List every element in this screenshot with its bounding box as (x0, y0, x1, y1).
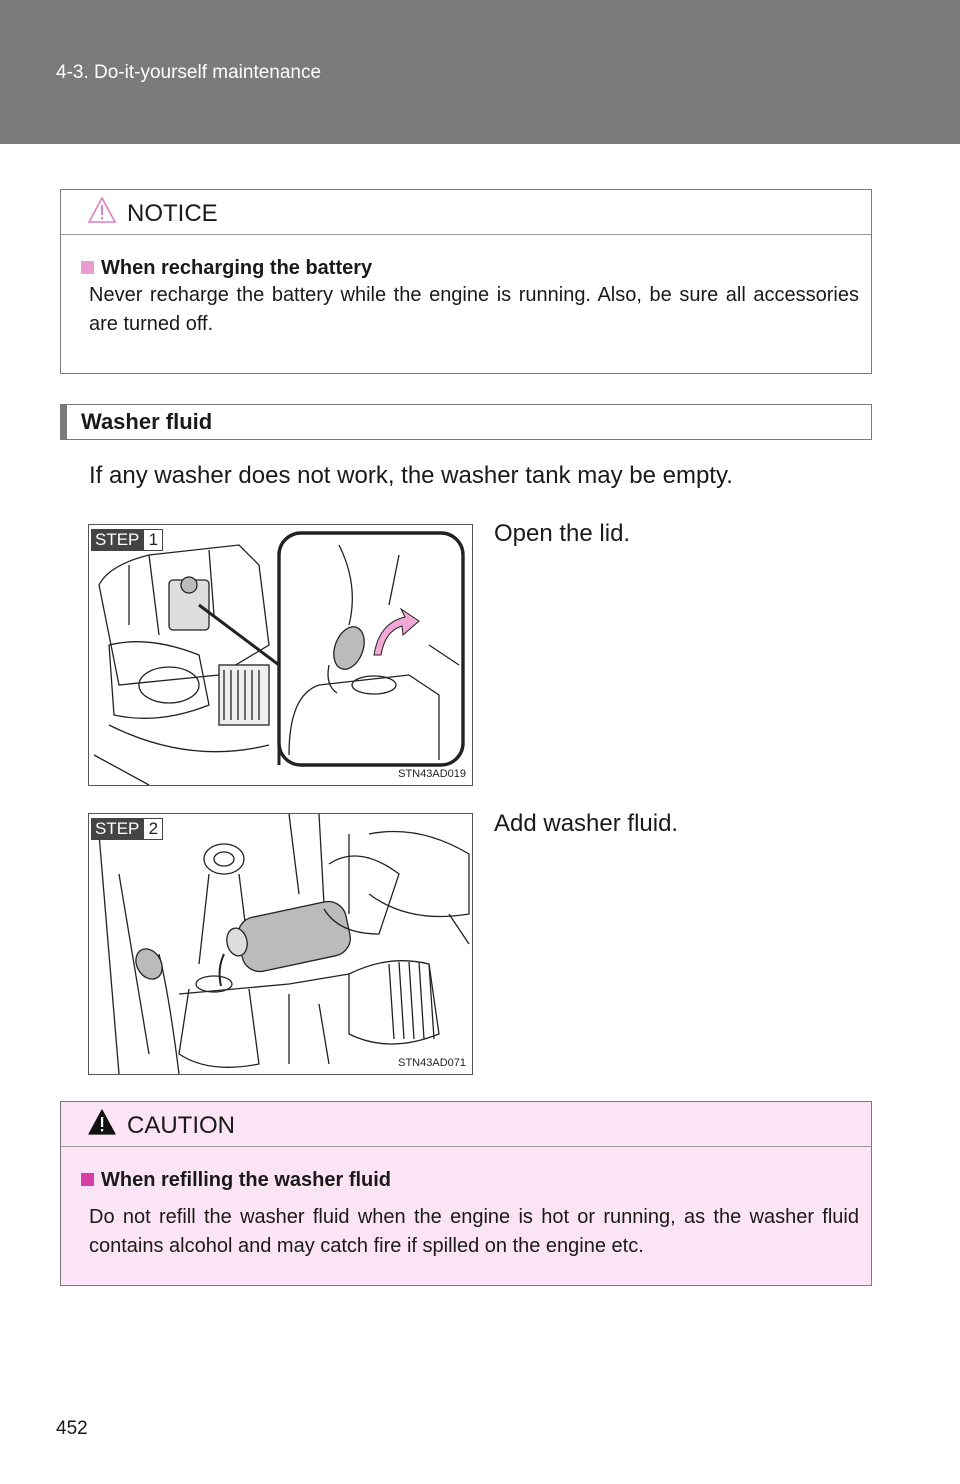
section-intro: If any washer does not work, the washer tank may be empty. (89, 462, 733, 489)
step-2-text: Add washer fluid. (494, 810, 679, 837)
step-1-badge: STEP 1 (91, 529, 163, 551)
square-bullet-icon (81, 261, 94, 274)
section-heading-bar (60, 404, 872, 440)
figure-code: STN43AD019 (398, 768, 466, 780)
step-1-illustration (88, 524, 473, 786)
step-2-badge: STEP 2 (91, 818, 163, 840)
caution-subheading: When refilling the washer fluid (81, 1169, 391, 1192)
section-heading: Washer fluid (81, 409, 213, 434)
notice-text: Never recharge the battery while the engine is running. Also, be sure all accessories are turned off. (89, 284, 859, 335)
pouring-washer-fluid-drawing (89, 814, 473, 1075)
caution-text: Do not refill the washer fluid when the engine is hot or running, as the washer fluid contains alcohol and may catch fire if spilled on the engine etc. (89, 1206, 859, 1257)
caution-header (61, 1102, 871, 1147)
step-2-illustration (88, 813, 473, 1075)
engine-bay-lid-drawing (89, 525, 473, 786)
warning-outline-icon (87, 196, 117, 224)
page-header (0, 0, 960, 144)
notice-subheading: When recharging the battery (81, 257, 372, 280)
warning-filled-icon (87, 1108, 117, 1136)
notice-box (60, 189, 872, 374)
section-title: 4-3. Do-it-yourself maintenance (56, 62, 322, 83)
caution-box (60, 1101, 872, 1286)
step-1-text: Open the lid. (494, 520, 631, 547)
notice-header (61, 190, 871, 235)
caution-title: CAUTION (127, 1112, 235, 1139)
square-bullet-icon (81, 1173, 94, 1186)
figure-code: STN43AD071 (398, 1057, 466, 1069)
page-number: 452 (56, 1418, 88, 1439)
notice-title: NOTICE (127, 200, 218, 227)
